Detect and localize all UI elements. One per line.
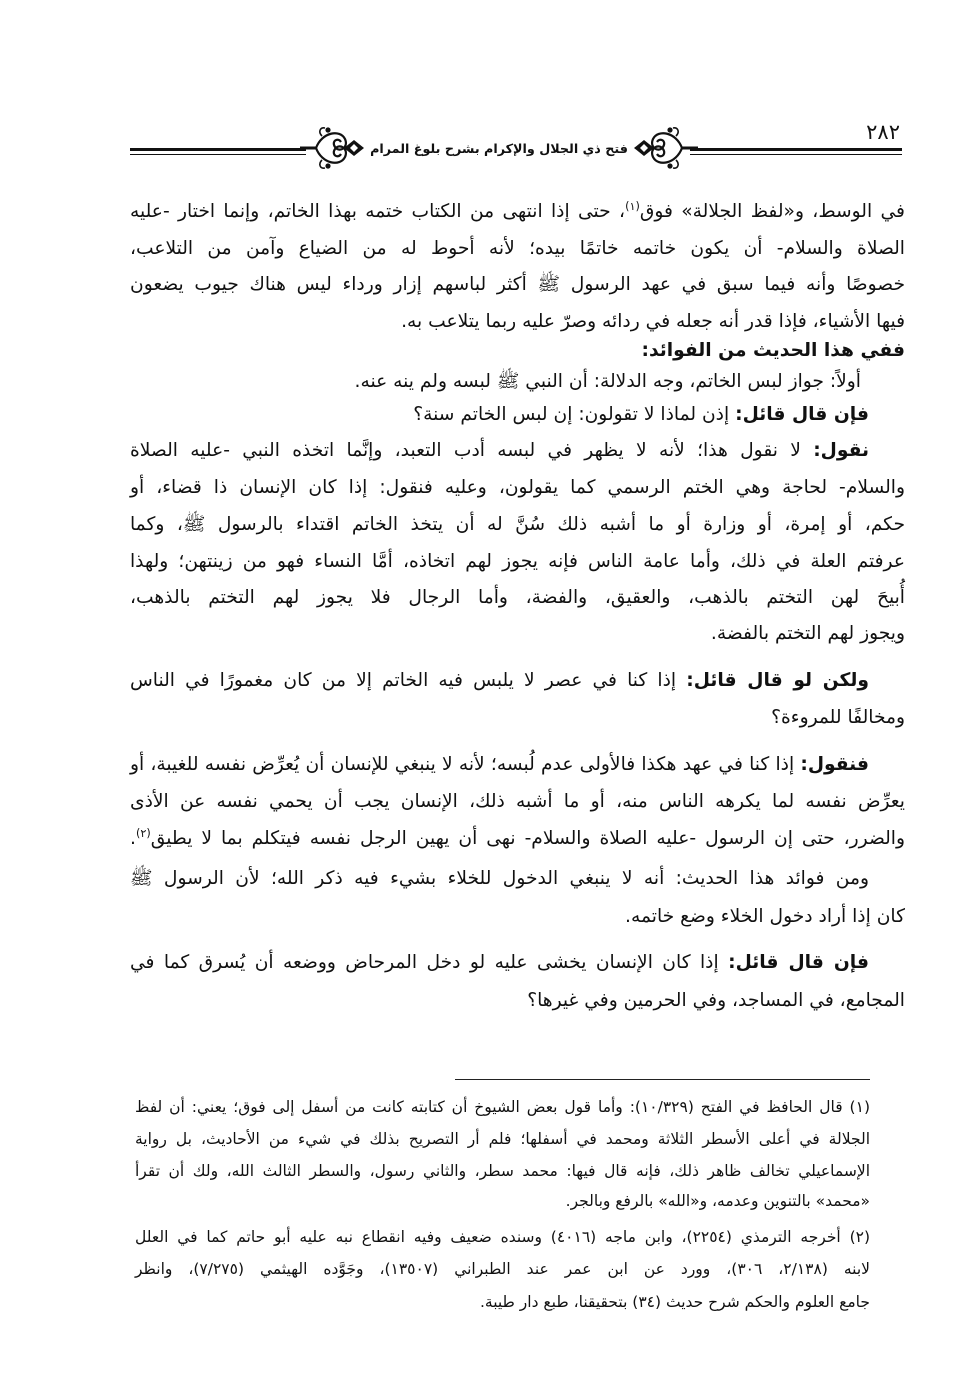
- line-text: ومخالفًا للمروءة؟: [771, 707, 905, 728]
- ornament-right-icon: [632, 124, 698, 172]
- footnote-text: لابنه (٢/١٣٨، ٣٠٦)، وورد عن ابن عمر عند الطبراني (١٣٥٠٧)، وجَوَّده الهيثمي (٧/٢٧٥)، وانظر: [135, 1260, 871, 1278]
- bold-lead: فإن قال قائل:: [728, 952, 870, 973]
- page-number: ٢٨٢: [866, 120, 900, 144]
- footnote-text: الإسماعيلي تخالف ظاهر ذلك، فإنه قال فيها: محمد سطر، والثاني رسول، والسطر الثالث الله، ولك أن تقرأ: [135, 1162, 870, 1180]
- body-line: [130, 945, 905, 981]
- footnote-line: [135, 1253, 870, 1285]
- footnote-text: الجلالة في أعلى الأسطر الثلاثة ومحمد في أسفلها؛ فلم أر التصريح بذلك في شيء من الأحاديث، بل رواية: [135, 1130, 870, 1148]
- footnote-text: «محمد» بالتنوين وعدمه، و«الله» بالرفع وبالجر.: [565, 1192, 870, 1210]
- footnote-marker: (١): [849, 1098, 870, 1116]
- line-text: ، حتى إذا انتهى من الكتاب ختمه بهذا الخاتم، وإنما اختار -عليه: [130, 201, 626, 222]
- line-text: ومن فوائد هذا الحديث: أنه لا ينبغي الدخول للخلاء بشيء فيه ذكر الله؛ لأن الرسول ﷺ: [130, 868, 869, 889]
- footnote-line: [135, 1091, 870, 1123]
- bold-lead: نقول:: [813, 440, 869, 461]
- bold-lead: ولكن لو قال قائل:: [686, 670, 869, 691]
- body-line: [130, 397, 905, 433]
- body-line: [130, 821, 905, 857]
- footnote-line: [135, 1185, 870, 1217]
- footnote-line: [135, 1221, 870, 1253]
- line-text: ويجوز لهم التختم بالفضة.: [710, 623, 905, 644]
- footnote-text: أخرجه الترمذي (٢٢٥٤)، وابن ماجه (٤٠١٦) وسنده ضعيف وفيه انقطاع نبه عليه أبو حاتم كما في العلل: [135, 1228, 841, 1246]
- body-line: [130, 747, 905, 783]
- body-line: [130, 700, 905, 736]
- line-text: أولاً: جواز لبس الخاتم، وجه الدلالة: أن النبي ﷺ لبسه ولم ينه عنه.: [354, 371, 861, 392]
- line-text: لا نقول هذا؛ لأنه لا يظهر في لبسه أدب التعبد، وإنَّما اتخذه النبي -عليه الصلاة: [130, 440, 801, 461]
- bold-lead: ففي هذا الحديث من الفوائد:: [641, 340, 905, 361]
- body-line: [130, 616, 905, 652]
- line-text: والضرر، حتى إن الرسول -عليه الصلاة والسلام- نهى أن يهين الرجل نفسه فيتكلم بما لا يطيق: [150, 828, 905, 849]
- line-text: خصوصًا وأنه فيما سبق في عهد الرسول ﷺ أكثر لباسهم إزار ورداء ليس هناك جيوب يضعون: [130, 274, 905, 295]
- footnote-text: جامع العلوم والحكم شرح حديث (٣٤) بتحقيقنا، طبع دار طيبة.: [479, 1293, 870, 1311]
- body-line: [130, 861, 905, 897]
- line-text: المجامع، في المساجد، وفي الحرمين وفي غيرها؟: [527, 990, 905, 1011]
- body-line: [130, 364, 905, 400]
- body-line: [130, 983, 905, 1019]
- bold-lead: فإن قال قائل:: [735, 404, 869, 425]
- line-text: يعرِّض نفسه لما يكرهه الناس منه، أو ما أشبه ذلك، الإنسان يجب أن يحمي نفسه عن الأذى: [130, 791, 905, 812]
- header-rule-left: [130, 148, 306, 155]
- body-line: [130, 231, 905, 267]
- line-text: في الوسط، و«لفظ الجلالة» فوق: [639, 201, 905, 222]
- footnote-line: [135, 1286, 870, 1318]
- line-text: إذن لماذا لا تقولون: إن لبس الخاتم سنة؟: [413, 404, 730, 425]
- header-rule-right: [690, 148, 902, 155]
- line-text: أُبيحَ لهن التختم بالذهب، والعقيق، والفضة، وأما الرجال فلا يجوز لهم التختم بالذهب،: [130, 587, 905, 608]
- body-line: [130, 194, 905, 230]
- footnote-separator: [455, 1079, 870, 1080]
- line-text: عرفتم العلة في ذلك، وأما عامة الناس فإنه يجوز لهم اتخاذه، أمَّا النساء فهو من زينتهن؛ ولهذا: [130, 551, 905, 572]
- line-text: والسلام- لحاجة وهي الختم الرسمي كما يقولون، وعليه فنقول: إذا كان الإنسان ذا قضاء، أو: [130, 477, 905, 498]
- line-text: كان إذا أراد دخول الخلاء وضع خاتمه.: [625, 906, 905, 927]
- body-line: [130, 267, 905, 303]
- ornament-left-icon: [300, 124, 366, 172]
- body-line: [130, 470, 905, 506]
- footnote-ref: (٢): [135, 826, 151, 840]
- footnote-ref: (١): [625, 199, 640, 213]
- footnote-line: [135, 1123, 870, 1155]
- body-line: [130, 899, 905, 935]
- body-line: [130, 433, 905, 469]
- body-line: [130, 544, 905, 580]
- body-line: [130, 663, 905, 699]
- body-line: [130, 507, 905, 543]
- footnote-text: قال الحافظ في الفتح (١٠/٣٢٩): وأما قول بعض الشيوخ أن كتابته كانت من أسفل إلى فوق؛ يعني: أن لفظ: [135, 1098, 843, 1116]
- footnote-line: [135, 1155, 870, 1187]
- body-line: [130, 580, 905, 616]
- body-line: [130, 784, 905, 820]
- line-text: فيها الأشياء، فإذا قدر أنه جعله في ردائه وصرّ عليه ربما يتلاعب به.: [401, 311, 905, 332]
- line-text: حكم، أو إمرة، أو وزارة أو ما أشبه ذلك سُنَّ له أن يتخذ الخاتم اقتداء بالرسول ﷺ، وكما: [130, 514, 905, 535]
- bold-lead: فنقول:: [800, 754, 870, 775]
- line-text: إذا كان الإنسان يخشى عليه لو دخل المرحاض ووضعه أن يُسرق كما في: [130, 952, 719, 973]
- line-text: الصلاة والسلام- أن يكون خاتمه خاتمًا بيده؛ لأنه أحوط له من الضياع وآمن من التلاعب،: [130, 238, 905, 259]
- line-text: إذا كنا في عهد هكذا فالأولى عدم لُبسه؛ لأنه لا ينبغي للإنسان أن يُعرِّض نفسه للغيبة، أو: [130, 754, 795, 775]
- book-title: فتح ذي الجلال والإكرام بشرح بلوغ المرام: [370, 141, 628, 156]
- footnote-marker: (٢): [849, 1228, 871, 1246]
- line-text: .: [130, 828, 136, 849]
- line-text: إذا كنا في عصر لا يلبس فيه الخاتم إلا من كان مغمورًا في الناس: [130, 670, 677, 691]
